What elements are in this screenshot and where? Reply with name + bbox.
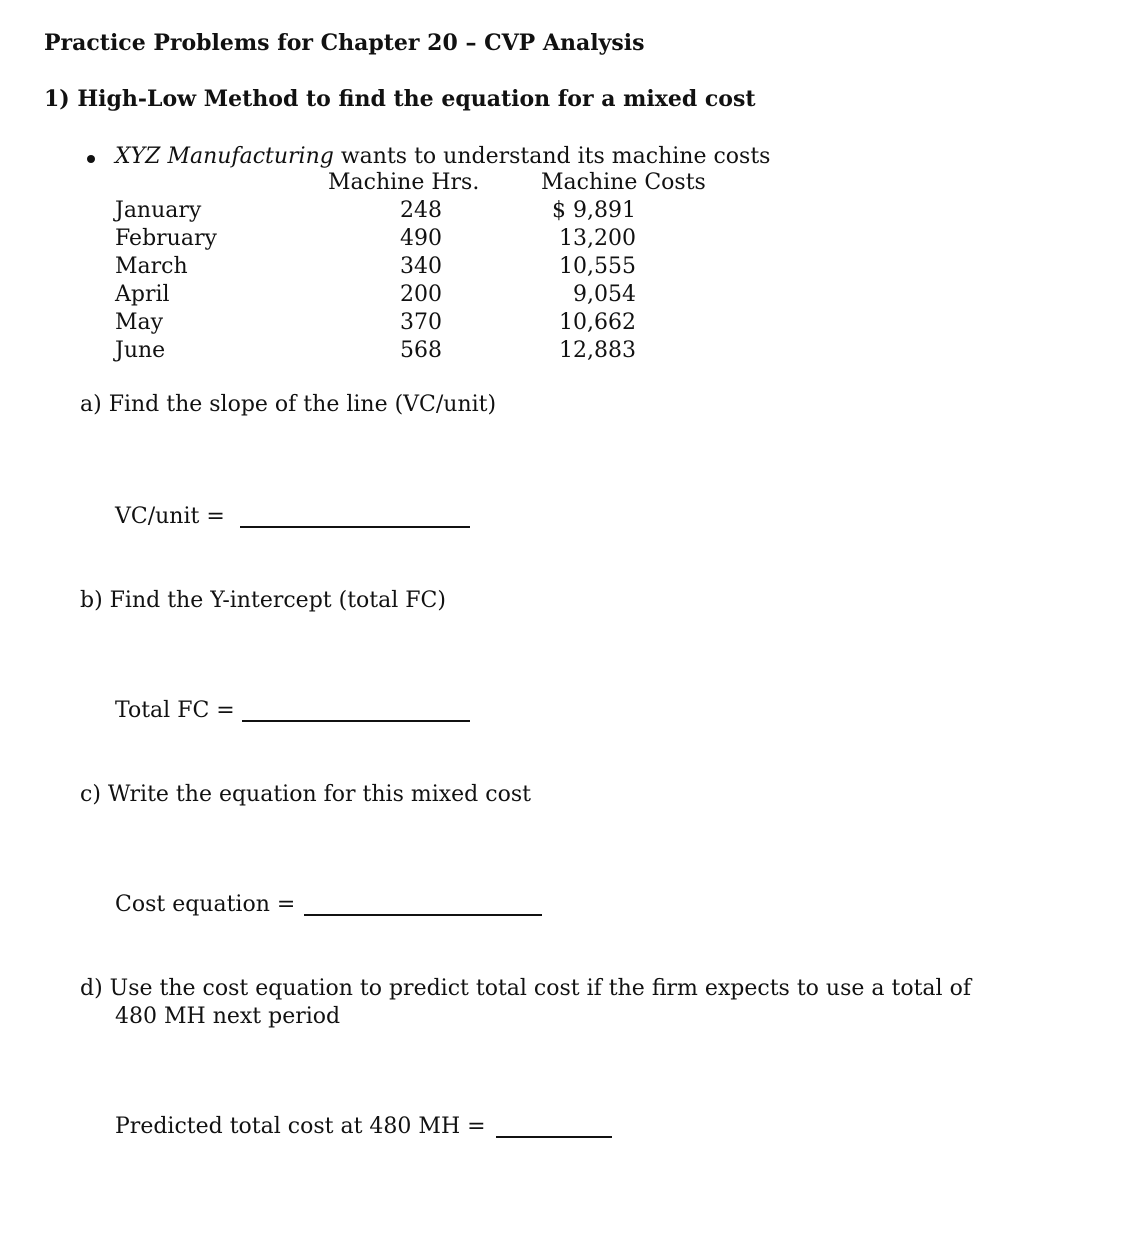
row-month: January — [115, 198, 202, 223]
question-b: b) Find the Y-intercept (total FC) — [80, 588, 446, 613]
row-cost: 13,200 — [559, 226, 636, 251]
row-month: March — [115, 254, 188, 279]
page-title: Practice Problems for Chapter 20 – CVP Analysis — [44, 30, 645, 56]
question-c: c) Write the equation for this mixed cost — [80, 782, 531, 807]
row-hours: 340 — [400, 254, 442, 279]
answer-label-c: Cost equation = — [115, 892, 296, 917]
answer-label-b: Total FC = — [115, 698, 235, 723]
row-hours: 248 — [400, 198, 442, 223]
row-month: June — [115, 338, 166, 363]
row-cost: 9,054 — [573, 282, 636, 307]
row-hours: 200 — [400, 282, 442, 307]
row-month: April — [115, 282, 170, 307]
row-cost: 10,662 — [559, 310, 636, 335]
answer-blank-a[interactable] — [240, 526, 470, 528]
row-cost: 12,883 — [559, 338, 636, 363]
column-header-hours: Machine Hrs. — [328, 170, 480, 195]
row-month: February — [115, 226, 217, 251]
column-header-costs: Machine Costs — [541, 170, 706, 195]
row-hours: 490 — [400, 226, 442, 251]
problem-heading: 1) High-Low Method to find the equation for a mixed cost — [44, 86, 756, 112]
row-hours: 370 — [400, 310, 442, 335]
bullet-icon — [87, 155, 95, 163]
company-name: XYZ Manufacturing — [115, 144, 334, 169]
question-d-line2: 480 MH next period — [115, 1004, 341, 1029]
question-d-line1: d) Use the cost equation to predict total cost if the firm expects to use a total of — [80, 976, 971, 1001]
row-month: May — [115, 310, 164, 335]
answer-blank-c[interactable] — [304, 914, 542, 916]
question-a: a) Find the slope of the line (VC/unit) — [80, 392, 497, 417]
answer-label-d: Predicted total cost at 480 MH = — [115, 1114, 486, 1139]
answer-blank-b[interactable] — [242, 720, 470, 722]
intro-text: wants to understand its machine costs — [340, 144, 771, 169]
row-cost: 10,555 — [559, 254, 636, 279]
answer-label-a: VC/unit = — [115, 504, 225, 529]
row-cost: $ 9,891 — [552, 198, 636, 223]
row-hours: 568 — [400, 338, 442, 363]
answer-blank-d[interactable] — [496, 1136, 612, 1138]
intro-line — [115, 144, 770, 169]
